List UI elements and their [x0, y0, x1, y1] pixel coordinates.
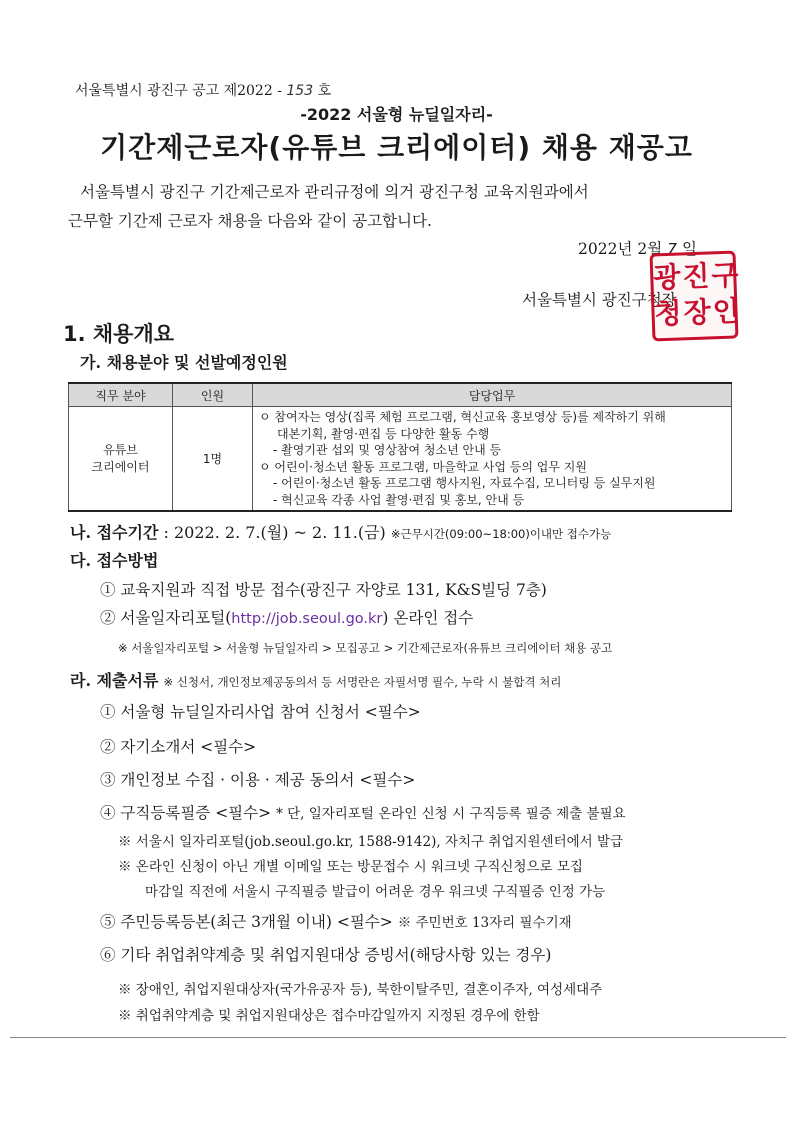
recruitment-table	[68, 382, 732, 512]
application-method-heading: 다. 접수방법	[70, 551, 159, 570]
handwritten-number: 153	[286, 83, 314, 99]
portal-link[interactable]: http://job.seoul.go.kr	[231, 611, 383, 627]
table-header-row	[69, 383, 732, 407]
method-note: ※ 서울일자리포털 > 서울형 뉴딜일자리 > 모집공고 > 기간제근로자(유튜브 크리에이터 채용 공고	[118, 641, 613, 655]
method-item: ② 서울일자리포털(http://job.seoul.go.kr) 온라인 접수	[100, 609, 474, 627]
duty-line: - 어린이·청소년 활동 프로그램 행사지원, 자료수집, 모니터링 등 실무지원	[273, 476, 656, 490]
duty-line: - 촬영기관 섭외 및 영상참여 청소년 안내 등	[273, 443, 502, 457]
page-title: 기간제근로자(유튜브 크리에이터) 채용 재공고	[100, 131, 693, 164]
document-item: ⑥ 기타 취업취약계층 및 취업지원대상 증빙서(해당사항 있는 경우)	[100, 946, 552, 964]
headcount: 1명	[173, 407, 253, 512]
intro-line-2: 근무할 기간제 근로자 채용을 다음와 같이 공고합니다.	[68, 212, 432, 230]
notice-reference: 서울특별시 광진구 공고 제2022 - 153 호	[75, 83, 332, 99]
section-heading: 1. 채용개요	[63, 322, 175, 346]
document-item: ③ 개인정보 수집 · 이용 · 제공 동의서 <필수>	[100, 771, 416, 789]
table-header: 담당업무	[253, 383, 732, 407]
document-item: ① 서울형 뉴딜일자리사업 참여 신청서 <필수>	[100, 703, 421, 721]
table-header: 직무 분야	[69, 383, 173, 407]
application-period: 나. 접수기간 : 2022. 2. 7.(월) ~ 2. 11.(금) ※근무시간(09:00~18:00)이내만 접수가능	[70, 523, 612, 542]
intro-line-1: 서울특별시 광진구 기간제근로자 관리규정에 의거 광진구청 교육지원과에서	[80, 183, 589, 201]
subtitle: -2022 서울형 뉴딜일자리-	[300, 105, 493, 124]
document-subnote: ※ 취업취약계층 및 취업지원대상은 접수마감일까지 지정된 경우에 한함	[118, 1008, 540, 1024]
documents-heading: 라. 제출서류 ※ 신청서, 개인정보제공동의서 등 서명란은 자필서명 필수, 누락 시 불합격 처리	[70, 671, 562, 690]
method-item: ① 교육지원과 직접 방문 접수(광진구 자양로 131, K&S빌딩 7층)	[100, 581, 547, 599]
job-field: 유튜브 크리에이터	[69, 407, 173, 512]
notice-date: 2022년 2월 7 일	[578, 240, 697, 258]
document-subnote: 마감일 직전에 서울시 구직필증 발급이 어려운 경우 워크넷 구직필증 인정 가능	[145, 884, 606, 900]
duties	[253, 407, 732, 512]
document-item: ② 자기소개서 <필수>	[100, 738, 257, 756]
official-seal-stamp: 광진구 청장인	[649, 251, 738, 342]
document-subnote: ※ 장애인, 취업지원대상자(국가유공자 등), 북한이탈주민, 결혼이주자, 여성세대주	[118, 982, 603, 998]
document-item: ④ 구직등록필증 <필수> * 단, 일자리포털 온라인 신청 시 구직등록 필증 제출 불필요	[100, 804, 626, 822]
duty-line: ㅇ 어린이·청소년 활동 프로그램, 마을학교 사업 등의 업무 지원	[259, 459, 587, 474]
duty-line: - 혁신교육 각종 사업 촬영·편집 및 홍보, 안내 등	[273, 492, 525, 507]
document-item: ⑤ 주민등록등본(최근 3개월 이내) <필수> ※ 주민번호 13자리 필수기재	[100, 913, 572, 931]
document-subnote: ※ 온라인 신청이 아닌 개별 이메일 또는 방문접수 시 워크넷 구직신청으로 모집	[118, 859, 583, 875]
duty-line: ㅇ 참여자는 영상(집콕 체험 프로그램, 혁신교육 홍보영상 등)를 제작하기 위해	[259, 410, 666, 424]
duty-line: 대본기획, 촬영·편집 등 다양한 활동 수행	[277, 426, 490, 441]
document-subnote: ※ 서울시 일자리포털(job.seoul.go.kr, 1588-9142), 자치구 취업지원센터에서 발급	[118, 834, 624, 850]
table-row	[69, 407, 732, 512]
table-header: 인원	[173, 383, 253, 407]
issuer: 서울특별시 광진구청장	[522, 291, 677, 309]
footer-divider	[10, 1037, 786, 1038]
subsection-ga: 가. 채용분야 및 선발예정인원	[80, 353, 288, 372]
